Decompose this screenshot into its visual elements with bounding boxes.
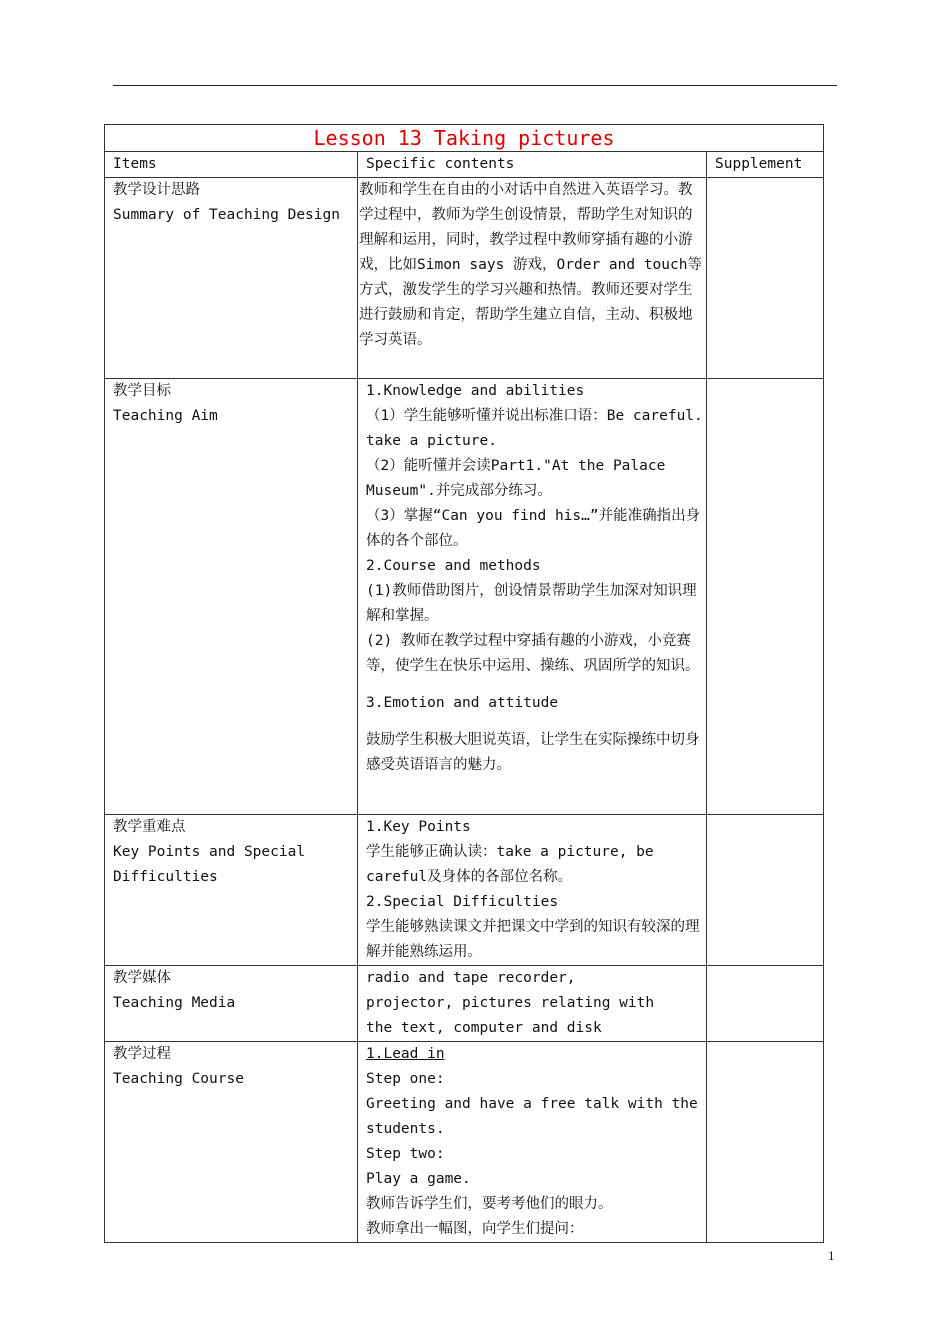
supplement-cell (707, 1042, 824, 1243)
supplement-cell (707, 966, 824, 1042)
content-line: (1)教师借助图片，创设情景帮助学生加深对知识理解和掌握。 (366, 583, 697, 624)
content-line: Step two: (366, 1146, 445, 1162)
item-label-zh: 教学媒体 (113, 970, 171, 986)
lesson-title: Lesson 13 Taking pictures (105, 125, 824, 152)
header-rule (113, 85, 837, 86)
column-header-items: Items (105, 152, 358, 178)
item-label-en: Key Points and Special Difficulties (113, 844, 306, 885)
table-row (105, 178, 824, 379)
item-cell (105, 966, 358, 1042)
content-cell (358, 379, 707, 815)
column-header-supplement: Supplement (707, 152, 824, 178)
page-number: 1 (828, 1248, 835, 1263)
item-cell (105, 1042, 358, 1243)
item-cell (105, 379, 358, 815)
content-line: （3）掌握“Can you find his…”并能准确指出身体的各个部位。 (366, 508, 701, 549)
content-line: (2) 教师在教学过程中穿插有趣的小游戏，小竞赛等，使学生在快乐中运用、操练、巩固所学的知识。 (366, 633, 700, 674)
content-line: 1.Key Points (366, 819, 471, 835)
content-line: Play a game. (366, 1171, 471, 1187)
column-header-contents: Specific contents (358, 152, 707, 178)
supplement-cell (707, 815, 824, 966)
table-row (105, 1042, 824, 1243)
content-line: 学生能够熟读课文并把课文中学到的知识有较深的理解并能熟练运用。 (366, 919, 700, 960)
content-paragraph: 教师和学生在自由的小对话中自然进入英语学习。教学过程中，教师为学生创设情景，帮助学生对知识的理解和运用，同时，教学过程中教师穿插有趣的小游戏，比如Simon says 游戏，Order and touch等方式，激发学生的学习兴趣和热情。教师还要对学生进行鼓励和肯定，帮助学生建立自信，主动、积极地学习英语。 (359, 182, 702, 348)
table-row (105, 966, 824, 1042)
item-label-zh: 教学目标 (113, 383, 171, 399)
content-line: 教师拿出一幅图，向学生们提问： (366, 1221, 584, 1237)
content-cell (358, 178, 707, 379)
content-line: 鼓励学生积极大胆说英语，让学生在实际操练中切身感受英语语言的魅力。 (366, 732, 700, 773)
lesson-plan-table (104, 124, 824, 1243)
item-label-zh: 教学设计思路 (113, 182, 200, 198)
content-cell (358, 966, 707, 1042)
item-cell (105, 815, 358, 966)
item-label-en: Teaching Aim (113, 408, 218, 424)
supplement-cell (707, 379, 824, 815)
content-cell (358, 815, 707, 966)
content-line: （1）学生能够听懂并说出标准口语：Be careful. take a picture. (366, 408, 703, 449)
content-line: 1.Knowledge and abilities (366, 383, 585, 399)
item-label-en: Summary of Teaching Design (113, 207, 340, 223)
content-line: 教师告诉学生们，要考考他们的眼力。 (366, 1196, 613, 1212)
table-row (105, 815, 824, 966)
item-label-zh: 教学重难点 (113, 819, 186, 835)
content-line: 2.Course and methods (366, 558, 541, 574)
content-line: radio and tape recorder, projector, pictures relating with the text, computer and disk (366, 970, 655, 1036)
content-line: 2.Special Difficulties (366, 894, 559, 910)
item-label-en: Teaching Course (113, 1071, 244, 1087)
content-line: （2）能听懂并会读Part1."At the Palace Museum".并完成部分练习。 (366, 458, 666, 499)
supplement-cell (707, 178, 824, 379)
item-label-en: Teaching Media (113, 995, 236, 1011)
content-cell (358, 1042, 707, 1243)
content-line: Greeting and have a free talk with the students. (366, 1096, 698, 1137)
table-row (105, 379, 824, 815)
item-label-zh: 教学过程 (113, 1046, 171, 1062)
content-line: Step one: (366, 1071, 445, 1087)
section-heading: 1.Lead in (366, 1046, 445, 1062)
content-line: 学生能够正确认读：take a picture, be careful及身体的各部位名称。 (366, 844, 654, 885)
item-cell (105, 178, 358, 379)
content-line: 3.Emotion and attitude (366, 695, 559, 711)
